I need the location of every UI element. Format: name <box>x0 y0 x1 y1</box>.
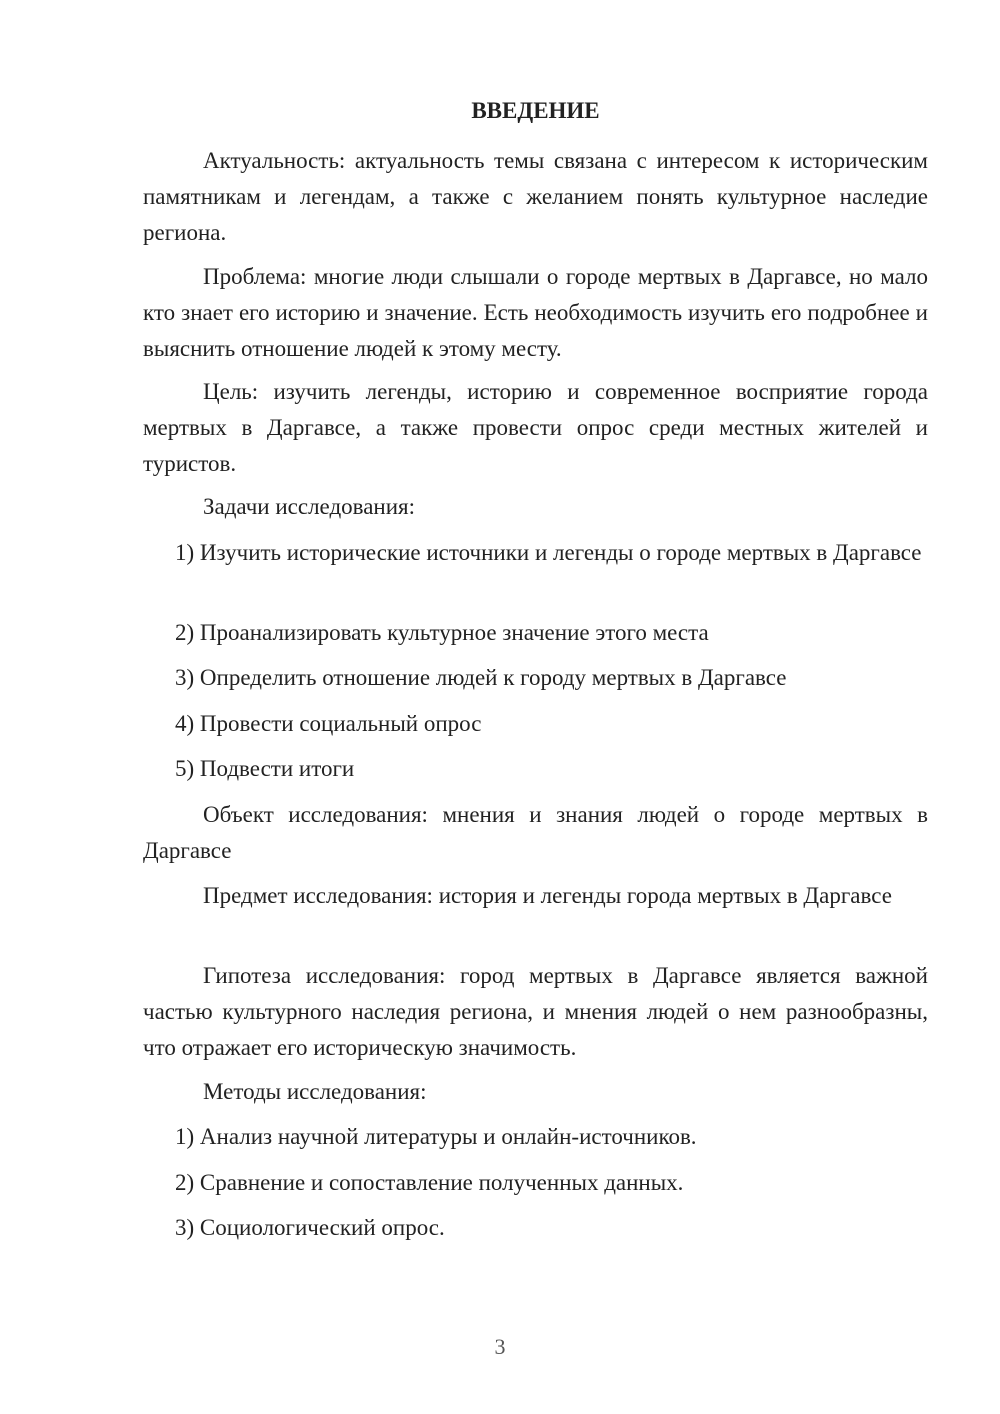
method-item: 2) Сравнение и сопоставление полученных данных. <box>175 1170 684 1195</box>
problem-paragraph: Проблема: многие люди слышали о городе мертвых в Даргавсе, но мало кто знает его историю и значение. Есть необходимость изучить его подробнее и выяснить отношение людей к этому месту. <box>143 264 928 361</box>
method-item: 3) Социологический опрос. <box>175 1215 445 1240</box>
task-item: 5) Подвести итоги <box>175 756 355 781</box>
tasks-heading: Задачи исследования: <box>203 494 416 519</box>
task-item: 3) Определить отношение людей к городу мертвых в Даргавсе <box>175 665 787 690</box>
goal-paragraph: Цель: изучить легенды, историю и современное восприятие города мертвых в Даргавсе, а также провести опрос среди местных жителей и туристов. <box>143 379 928 476</box>
object-paragraph: Объект исследования: мнения и знания людей о городе мертвых в Даргавсе <box>143 802 928 863</box>
section-title: ВВЕДЕНИЕ <box>471 98 600 123</box>
subject-paragraph: Предмет исследования: история и легенды города мертвых в Даргавсе <box>203 883 892 908</box>
task-item: 2) Проанализировать культурное значение этого места <box>175 620 709 645</box>
task-item: 1) Изучить исторические источники и легенды о городе мертвых в Даргавсе <box>175 540 922 565</box>
task-item: 4) Провести социальный опрос <box>175 711 482 736</box>
hypothesis-paragraph: Гипотеза исследования: город мертвых в Даргавсе является важной частью культурного наследия региона, и мнения людей о нем разнообразны, что отражает его историческую значимость. <box>143 963 928 1060</box>
methods-heading: Методы исследования: <box>203 1079 427 1104</box>
relevance-paragraph: Актуальность: актуальность темы связана с интересом к историческим памятникам и легендам, а также с желанием понять культурное наследие региона. <box>143 148 928 245</box>
page-number: 3 <box>494 1334 506 1359</box>
method-item: 1) Анализ научной литературы и онлайн-источников. <box>175 1124 697 1149</box>
